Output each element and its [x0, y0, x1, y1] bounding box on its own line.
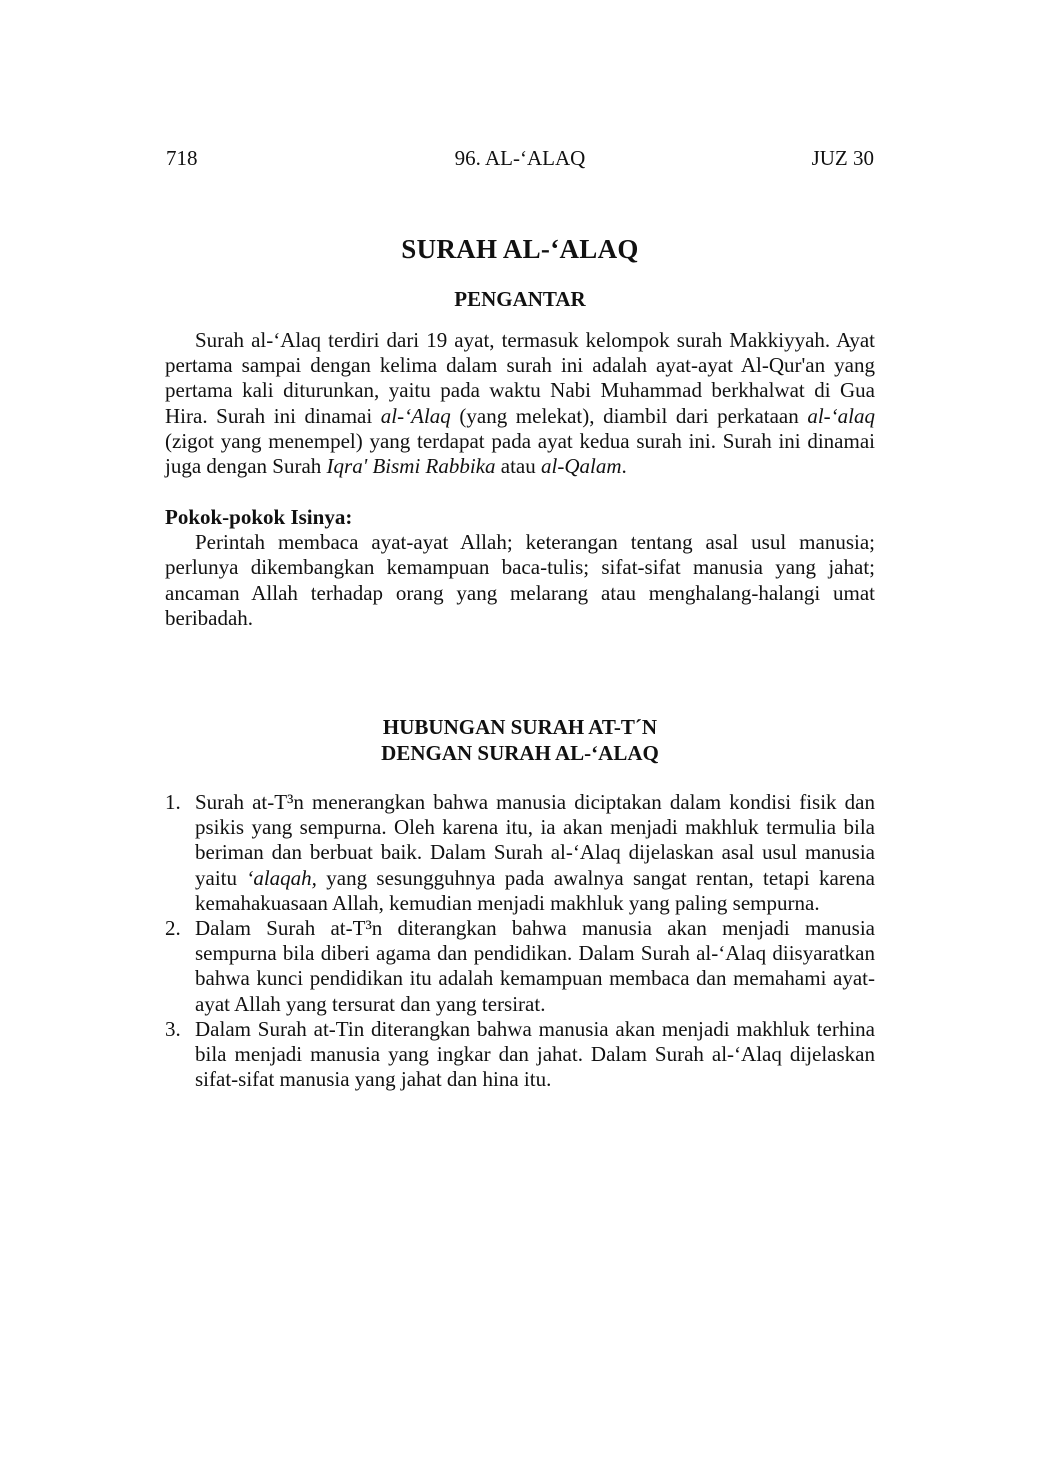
- hubungan-heading-line-2: DENGAN SURAH AL-‘ALAQ: [381, 741, 659, 766]
- pengantar-text-4: atau: [495, 454, 542, 479]
- juz-label: JUZ 30: [811, 146, 874, 170]
- hubungan-heading: [165, 714, 875, 766]
- list-item-number: 1.: [165, 790, 181, 815]
- pengantar-italic-3: Iqra' Bismi Rabbika: [326, 454, 496, 479]
- list-item-number: 3.: [165, 1016, 181, 1041]
- surah-title: SURAH AL-‘ALAQ: [401, 234, 639, 264]
- pengantar-text-2: (yang melekat), diambil dari perkataan: [450, 403, 808, 428]
- list-item: [165, 790, 875, 916]
- list-item: [165, 916, 875, 1017]
- list-item: [165, 1017, 875, 1093]
- pengantar-text-5: .: [621, 454, 627, 479]
- pengantar-italic-1: al-‘Alaq: [380, 403, 451, 428]
- hubungan-heading-line-1: HUBUNGAN SURAH AT-T´N: [382, 715, 658, 740]
- page-number: 718: [166, 146, 198, 170]
- list-item-text: Dalam Surah at-Tin diterangkan bahwa manusia akan menjadi makhluk terhina bila menjadi manusia yang ingkar dan jahat. Dalam Surah al-‘Alaq dijelaskan sifat-sifat manusia yang jahat dan hina itu.: [195, 1016, 875, 1092]
- pengantar-paragraph: [165, 328, 875, 479]
- list-item-text: Surah at-T³n menerangkan bahwa manusia diciptakan dalam kondisi fisik dan psikis yang sempurna. Oleh karena itu, ia akan menjadi makhluk termulia bila beriman dan berbuat baik. Dalam Surah al-‘Alaq dijelaskan asal usul manusia yaitu: [195, 790, 875, 890]
- pengantar-italic-4: al-Qalam: [541, 454, 622, 479]
- list-item-text-cont: yang sesungguhnya pada awalnya sangat rentan, tetapi karena kemahakuasaan Allah, kemudian menjadi makhluk yang paling sempurna.: [195, 865, 875, 915]
- pokok-paragraph: Perintah membaca ayat-ayat Allah; keterangan tentang asal usul manusia; perlunya dikembangkan kemampuan baca-tulis; sifat-sifat manusia yang jahat; ancaman Allah terhadap orang yang melarang atau menghalang-halangi umat beribadah.: [165, 530, 875, 630]
- list-item-italic: ‘alaqah,: [246, 865, 317, 890]
- page-content: [165, 232, 875, 1092]
- pokok-heading: Pokok-pokok Isinya:: [165, 505, 353, 530]
- list-item-text: Dalam Surah at-T³n diterangkan bahwa manusia akan menjadi manusia sempurna bila diberi agama dan pendidikan. Dalam Surah al-‘Alaq diisyaratkan bahwa kunci pendidikan itu adalah kemampuan membaca dan memahami ayat-ayat Allah yang tersurat dan yang tersirat.: [195, 916, 875, 1016]
- pengantar-heading: PENGANTAR: [454, 287, 586, 311]
- running-title: 96. AL-‘ALAQ: [454, 146, 586, 170]
- list-item-number: 2.: [165, 916, 181, 941]
- hubungan-list: [165, 790, 875, 1092]
- pengantar-text-1: Surah al-‘Alaq terdiri dari 19 ayat, termasuk kelompok surah Makkiyyah. Ayat pertama sampai dengan kelima dalam surah ini adalah ayat-ayat Al-Qur'an yang pertama kali diturunkan, yaitu pada waktu Nabi Muhammad berkhalwat di Gua Hira. Surah ini dinamai: [165, 328, 875, 428]
- pengantar-italic-2: al-‘alaq: [807, 403, 875, 428]
- running-header: [166, 146, 874, 172]
- pengantar-text-3: (zigot yang menempel) yang terdapat pada ayat kedua surah ini. Surah ini dinamai juga dengan Surah: [165, 428, 875, 479]
